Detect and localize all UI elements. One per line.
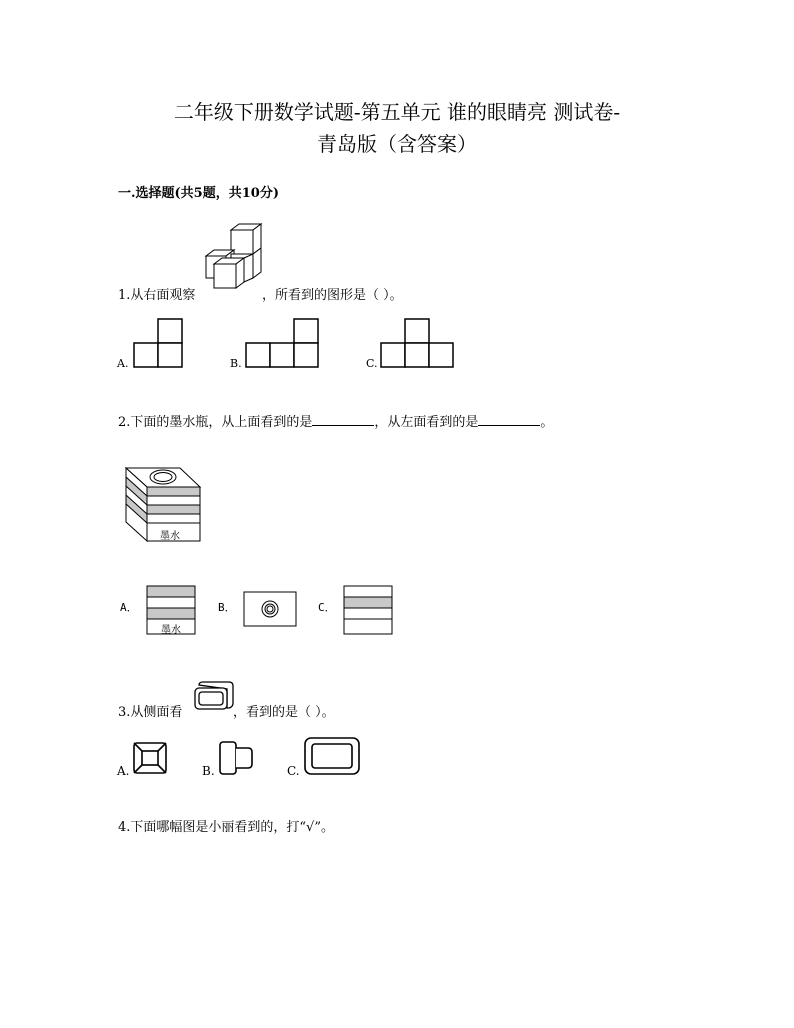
q3-option-b-figure[interactable] — [218, 740, 254, 776]
q2-blank-top[interactable] — [312, 413, 374, 426]
q2-option-c-label[interactable]: C． — [318, 601, 336, 614]
q1-option-b-label[interactable]: B. — [230, 357, 242, 370]
question-4: 4.下面哪幅图是小丽看到的，打“√”。 — [118, 820, 334, 835]
q2-option-c-figure[interactable] — [343, 585, 393, 635]
page-title-line1: 二年级下册数学试题-第五单元 谁的眼睛亮 测试卷- — [173, 100, 621, 124]
q1-option-a-figure[interactable] — [133, 318, 183, 368]
section-heading: 一.选择题(共5题，共10分) — [118, 186, 279, 201]
q2-suffix: 。 — [540, 415, 554, 430]
q1-cube-stack-figure — [204, 222, 266, 298]
q1-prefix: 1.从右面观察 — [118, 288, 196, 303]
page-title-line2: 青岛版（含答案） — [317, 132, 477, 156]
q1-option-c-figure[interactable] — [380, 318, 454, 368]
q1-option-b-figure[interactable] — [245, 318, 319, 368]
q2-option-b-label[interactable]: B． — [218, 601, 236, 614]
q2-prefix: 2.下面的墨水瓶，从上面看到的是 — [118, 415, 313, 430]
q2-blank-left[interactable] — [478, 413, 540, 426]
q2-option-b-figure[interactable] — [243, 591, 297, 627]
q3-device-figure — [193, 681, 235, 711]
q2-bottle-label: 墨水 — [160, 531, 180, 542]
q2-middle: ，从左面看到的是 — [374, 415, 479, 430]
q3-option-c-figure[interactable] — [303, 736, 361, 776]
q1-suffix: ，所看到的图形是（ ）。 — [262, 288, 403, 303]
q3-suffix: ，看到的是（ ）。 — [233, 705, 335, 720]
q3-option-a-figure[interactable] — [132, 741, 168, 775]
q3-option-b-label[interactable]: B. — [202, 764, 215, 778]
q2-text — [118, 411, 553, 430]
q2-option-a-label[interactable]: A． — [120, 601, 138, 614]
q3-option-c-label[interactable]: C. — [287, 764, 300, 778]
q1-option-c-label[interactable]: C. — [366, 357, 378, 370]
q1-option-a-label[interactable]: A. — [117, 357, 129, 370]
q3-option-a-label[interactable]: A. — [117, 764, 130, 778]
q3-prefix: 3.从侧面看 — [118, 705, 183, 720]
q2-option-a-text: 墨水 — [161, 625, 181, 636]
